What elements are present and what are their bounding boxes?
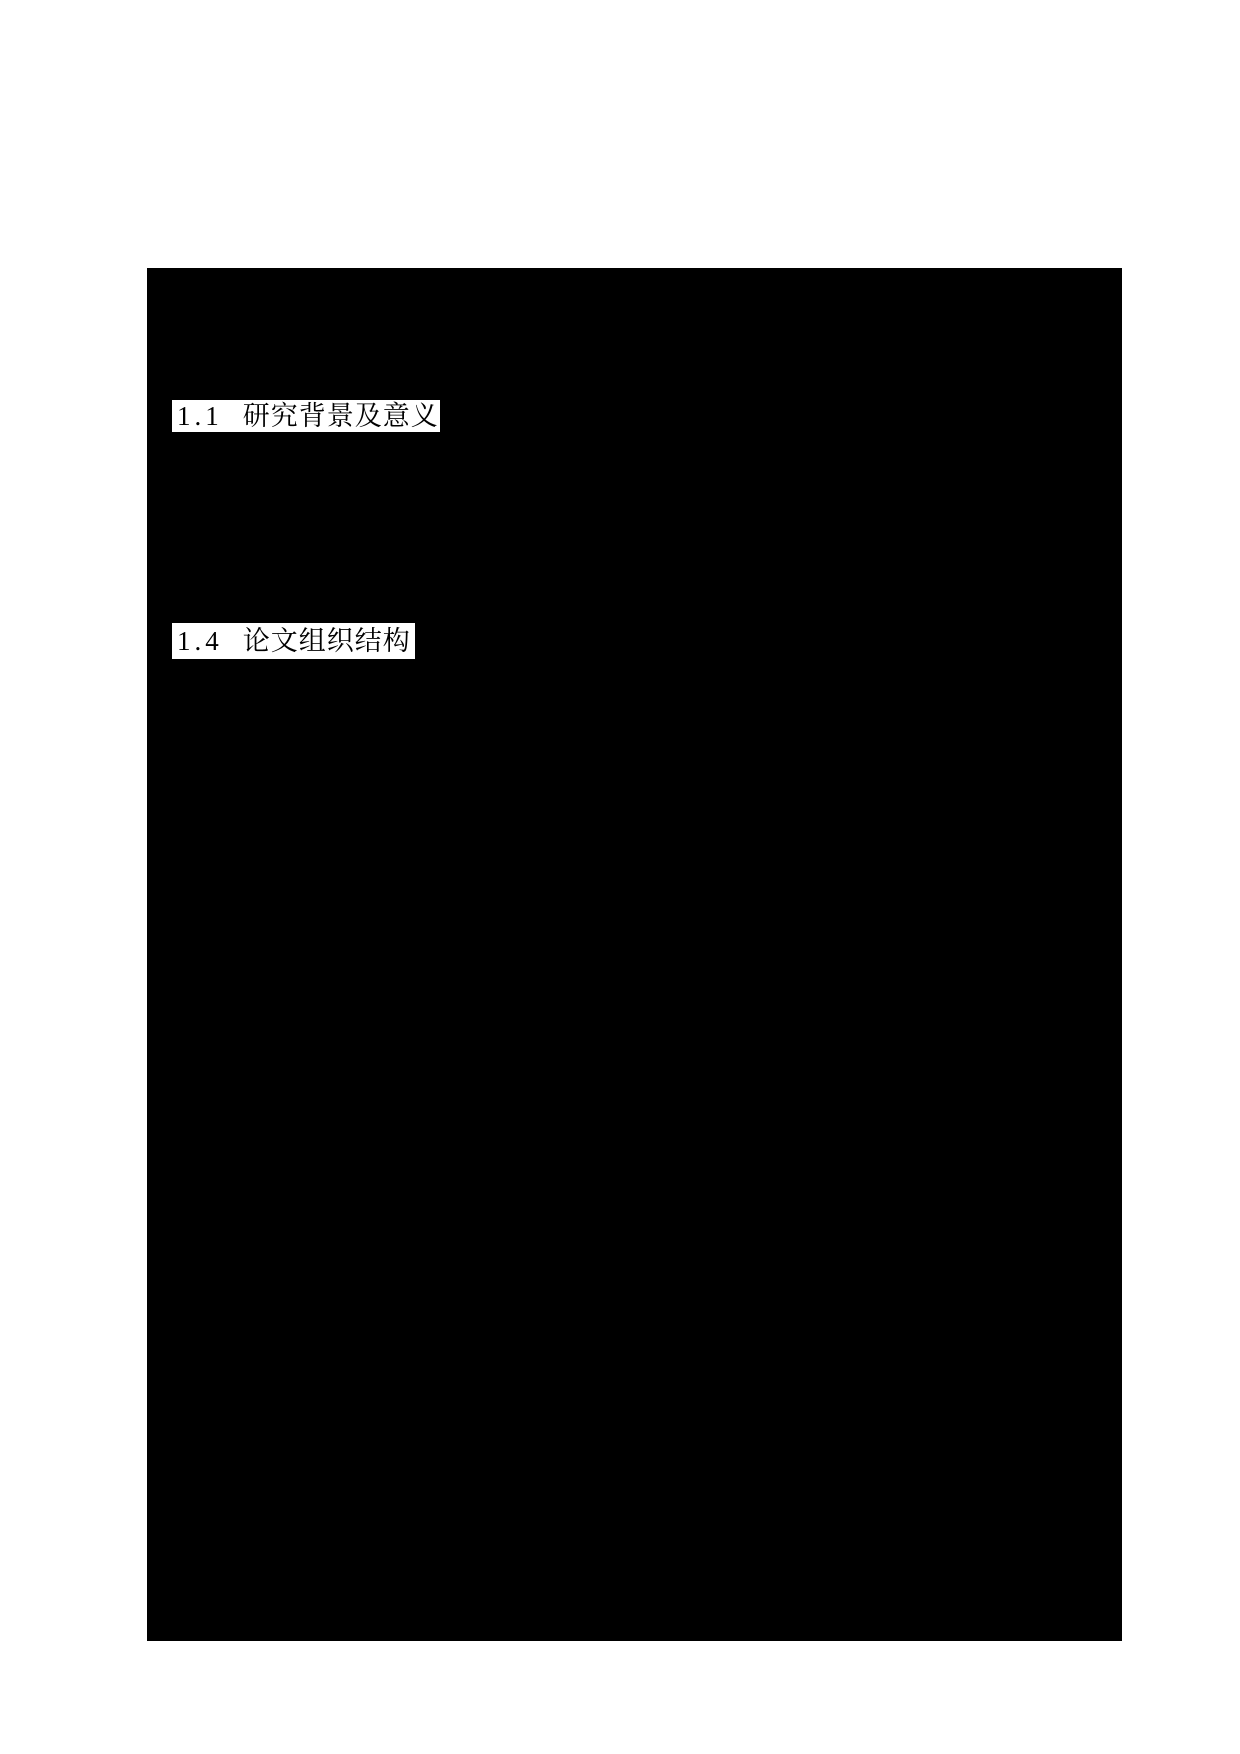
section-heading-1-4 — [172, 623, 415, 659]
section-number: 1.1 — [177, 400, 223, 431]
section-title: 研究背景及意义 — [242, 400, 439, 431]
redacted-content-block — [147, 268, 1122, 1641]
section-heading-1-1 — [172, 400, 440, 432]
section-number: 1.4 — [177, 625, 223, 656]
section-title: 论文组织结构 — [242, 625, 411, 656]
